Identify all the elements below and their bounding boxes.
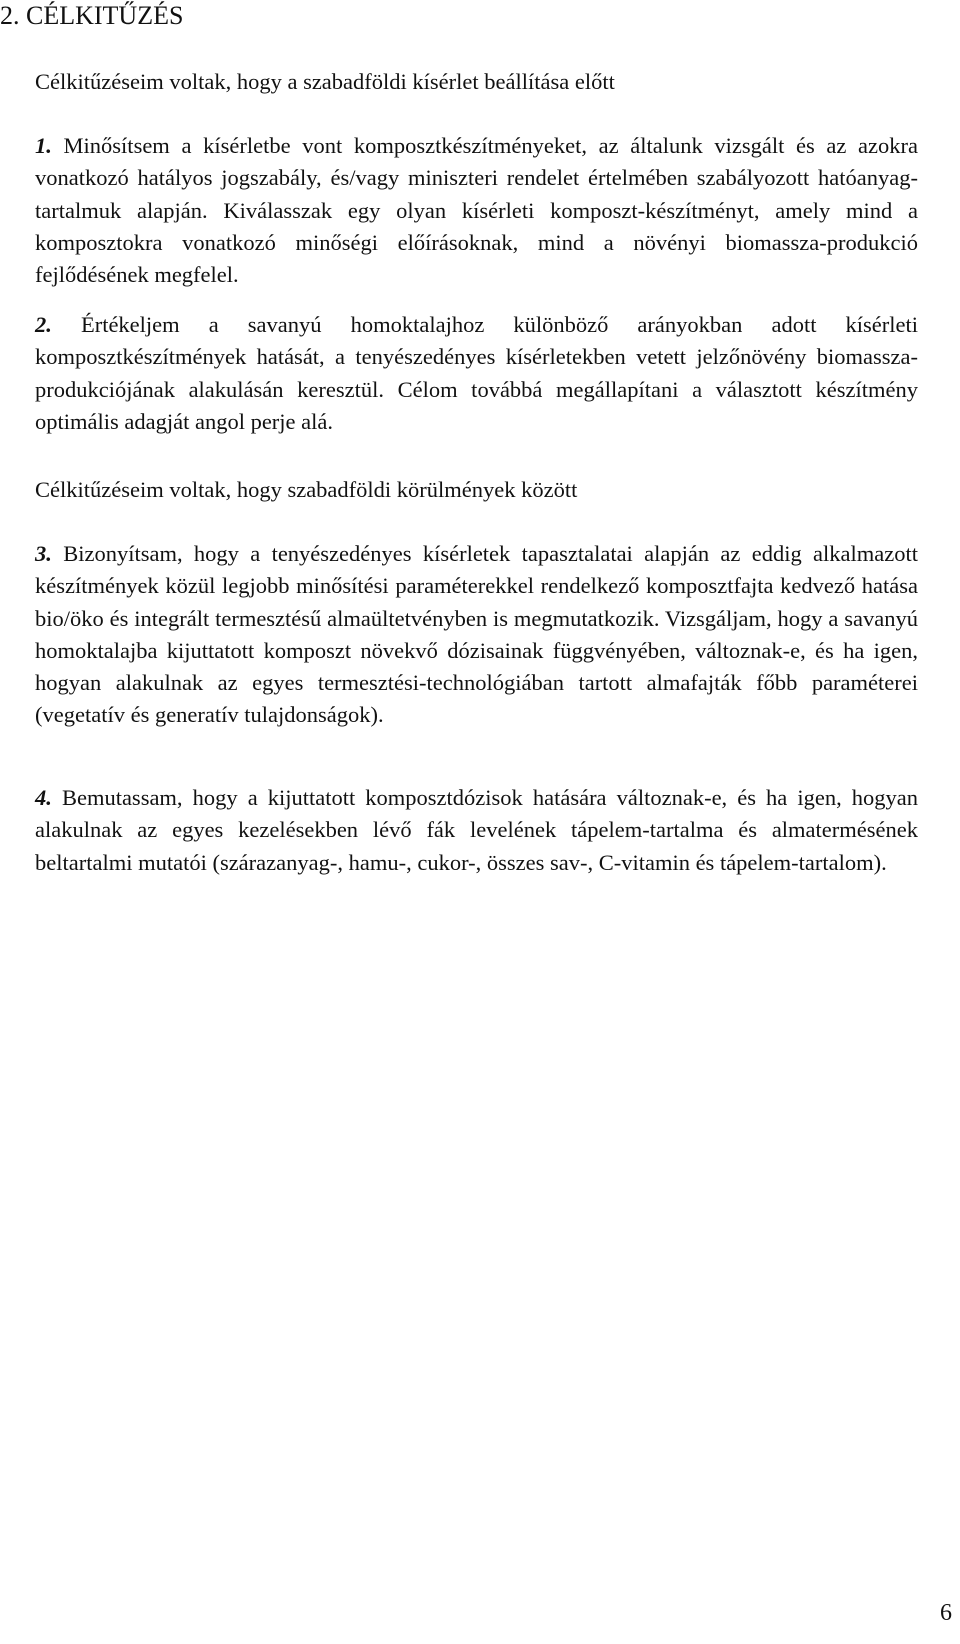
objective-item-4 — [35, 782, 918, 879]
objective-number: 2. — [35, 312, 52, 337]
objective-number: 3. — [35, 541, 52, 566]
section-heading: 2. CÉLKITŰZÉS — [0, 1, 184, 30]
objective-text: Bizonyítsam, hogy a tenyészedényes kísérletek tapasztalatai alapján az eddig alkalmazott készítmények közül legjobb minősítési paraméterekkel rendelkező komposztfajta kedvező hatása bio/öko és integrált termesztésű almaültetvényben is megmutatkozik. Vizsgáljam, hogy a savanyú homoktalajba kijuttatott komposzt növekvő dózisainak függvényében, változnak-e, és ha igen, hogyan alakulnak az egyes termesztési-technológiában tartott almafajták főbb paraméterei (vegetatív és generatív tulajdonságok). — [35, 541, 919, 728]
objective-text: Minősítsem a kísérletbe vont komposztkészítményeket, az általunk vizsgált és az azokra vonatkozó hatályos jogszabály, és/vagy miniszteri rendelet értelmében szabályozott hatóanyag-tartalmuk alapján. Kiválasszak egy olyan kísérleti komposzt-készítményt, amely mind a komposztokra vonatkozó minőségi előírásoknak, mind a növényi biomassza-produkció fejlődésének megfelel. — [35, 133, 919, 288]
intro-field-conditions: Célkitűzéseim voltak, hogy szabadföldi körülmények között — [35, 477, 578, 502]
objective-item-1 — [35, 130, 918, 291]
objective-number: 4. — [35, 785, 52, 810]
objective-item-3 — [35, 538, 918, 732]
objective-text: Bemutassam, hogy a kijuttatott komposztdózisok hatására változnak-e, és ha igen, hogyan alakulnak az egyes kezelésekben lévő fák levelének tápelem-tartalma és almatermésének beltartalmi mutatói (szárazanyag-, hamu-, cukor-, összes sav-, C-vitamin és tápelem-tartalom). — [35, 785, 919, 875]
objective-number: 1. — [35, 133, 52, 158]
objective-text: Értékeljem a savanyú homoktalajhoz különböző arányokban adott kísérleti komposztkészítmények hatását, a tenyészedényes kísérletekben vetett jelzőnövény biomassza-produkciójának alakulásán keresztül. Célom továbbá megállapítani a választott készítmény optimális adagját angol perje alá. — [35, 312, 918, 434]
intro-before-trial: Célkitűzéseim voltak, hogy a szabadföldi kísérlet beállítása előtt — [35, 69, 615, 94]
page-number: 6 — [940, 1600, 952, 1626]
objective-item-2 — [35, 309, 918, 438]
